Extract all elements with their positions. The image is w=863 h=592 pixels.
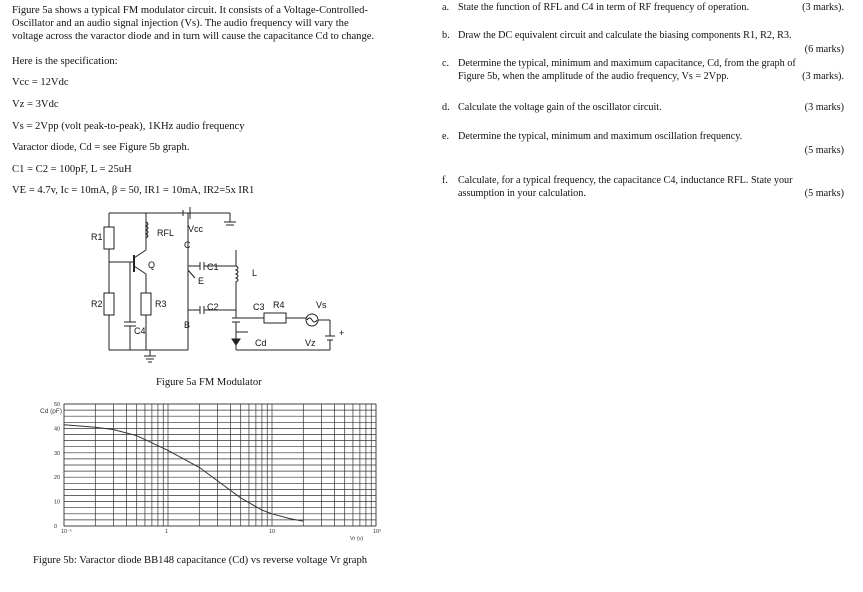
label-q: Q bbox=[148, 260, 156, 270]
spec-varactor: Varactor diode, Cd = see Figure 5b graph. bbox=[12, 142, 190, 153]
x-tick-label: 10 bbox=[269, 529, 276, 535]
label-vcc: Vcc bbox=[188, 224, 204, 234]
label-r1: R1 bbox=[91, 232, 103, 242]
y-tick-label: 10 bbox=[54, 499, 61, 506]
label-vz: Vz bbox=[305, 338, 316, 348]
question-f: f. Calculate, for a typical frequency, the capacitance C4, inductance RFL. State your assumption in your calculation. (5 marks) bbox=[442, 175, 844, 199]
label-vs: Vs bbox=[316, 300, 327, 310]
label-cd: Cd bbox=[255, 338, 267, 348]
question-c: c. Determine the typical, minimum and maximum capacitance, Cd, from the graph of Figure 5b, when the amplitude of the audio frequency, Vs = 2Vpp. (3 marks). bbox=[442, 58, 844, 82]
intro-line-2: Oscillator and an audio signal injection (Vs). The audio frequency will vary the bbox=[12, 18, 349, 29]
spec-ve: VE = 4.7v, Ic = 10mA, β = 50, IR1 = 10mA, IR2=5x IR1 bbox=[12, 185, 255, 196]
intro-line-3: voltage across the varactor diode and in turn will cause the capacitance Cd to change. bbox=[12, 31, 375, 42]
question-b: b. Draw the DC equivalent circuit and calculate the biasing components R1, R2, R3. (6 marks) bbox=[442, 30, 844, 55]
label-e: E bbox=[198, 276, 205, 286]
y-tick-label: 30 bbox=[54, 450, 61, 457]
label-c4: C4 bbox=[134, 326, 146, 336]
label-r2: R2 bbox=[91, 299, 103, 309]
label-c: C bbox=[184, 240, 191, 250]
intro-paragraph bbox=[12, 4, 417, 43]
figure-5a-caption: Figure 5a FM Modulator bbox=[156, 377, 262, 388]
label-c2: C2 bbox=[207, 302, 219, 312]
figure-5b-caption: Figure 5b: Varactor diode BB148 capacitance (Cd) vs reverse voltage Vr graph bbox=[33, 555, 368, 566]
y-tick-label: 50 bbox=[54, 402, 61, 408]
y-tick-label: 40 bbox=[54, 426, 61, 433]
x-tick-label: 10² bbox=[373, 529, 381, 535]
label-l: L bbox=[252, 268, 258, 278]
intro-line-1: Figure 5a shows a typical FM modulator circuit. It consists of a Voltage-Controlled- bbox=[12, 5, 368, 16]
circuit-labels bbox=[91, 224, 344, 348]
x-tick-label: 1 bbox=[165, 529, 169, 535]
x-axis-label: Vr (v) bbox=[350, 536, 364, 542]
question-e: e. Determine the typical, minimum and maximum oscillation frequency. (5 marks) bbox=[442, 131, 844, 156]
plot-frame bbox=[64, 404, 376, 526]
label-rfl: RFL bbox=[157, 228, 175, 238]
label-plus: + bbox=[339, 328, 345, 338]
spec-vs: Vs = 2Vpp (volt peak-to-peak), 1KHz audio frequency bbox=[12, 121, 245, 132]
label-c3: C3 bbox=[253, 302, 265, 312]
label-r4: R4 bbox=[273, 300, 285, 310]
y-axis-label: Cd (pF) bbox=[40, 408, 63, 415]
question-d: d. Calculate the voltage gain of the oscillator circuit. (3 marks) bbox=[442, 102, 844, 113]
spec-vcc: Vcc = 12Vdc bbox=[12, 77, 69, 88]
y-tick-label: 0 bbox=[54, 524, 58, 530]
label-c1: C1 bbox=[207, 262, 219, 272]
question-a: a. State the function of RFL and C4 in term of RF frequency of operation. (3 marks). bbox=[442, 2, 844, 13]
spec-vz: Vz = 3Vdc bbox=[12, 99, 59, 110]
label-b: B bbox=[184, 320, 191, 330]
x-tick-label: 10⁻¹ bbox=[61, 529, 72, 535]
label-r3: R3 bbox=[155, 299, 167, 309]
y-tick-label: 20 bbox=[54, 475, 61, 482]
spec-heading: Here is the specification: bbox=[12, 56, 118, 67]
cd-curve bbox=[64, 425, 303, 521]
spec-cl: C1 = C2 = 100pF, L = 25uH bbox=[12, 164, 132, 175]
